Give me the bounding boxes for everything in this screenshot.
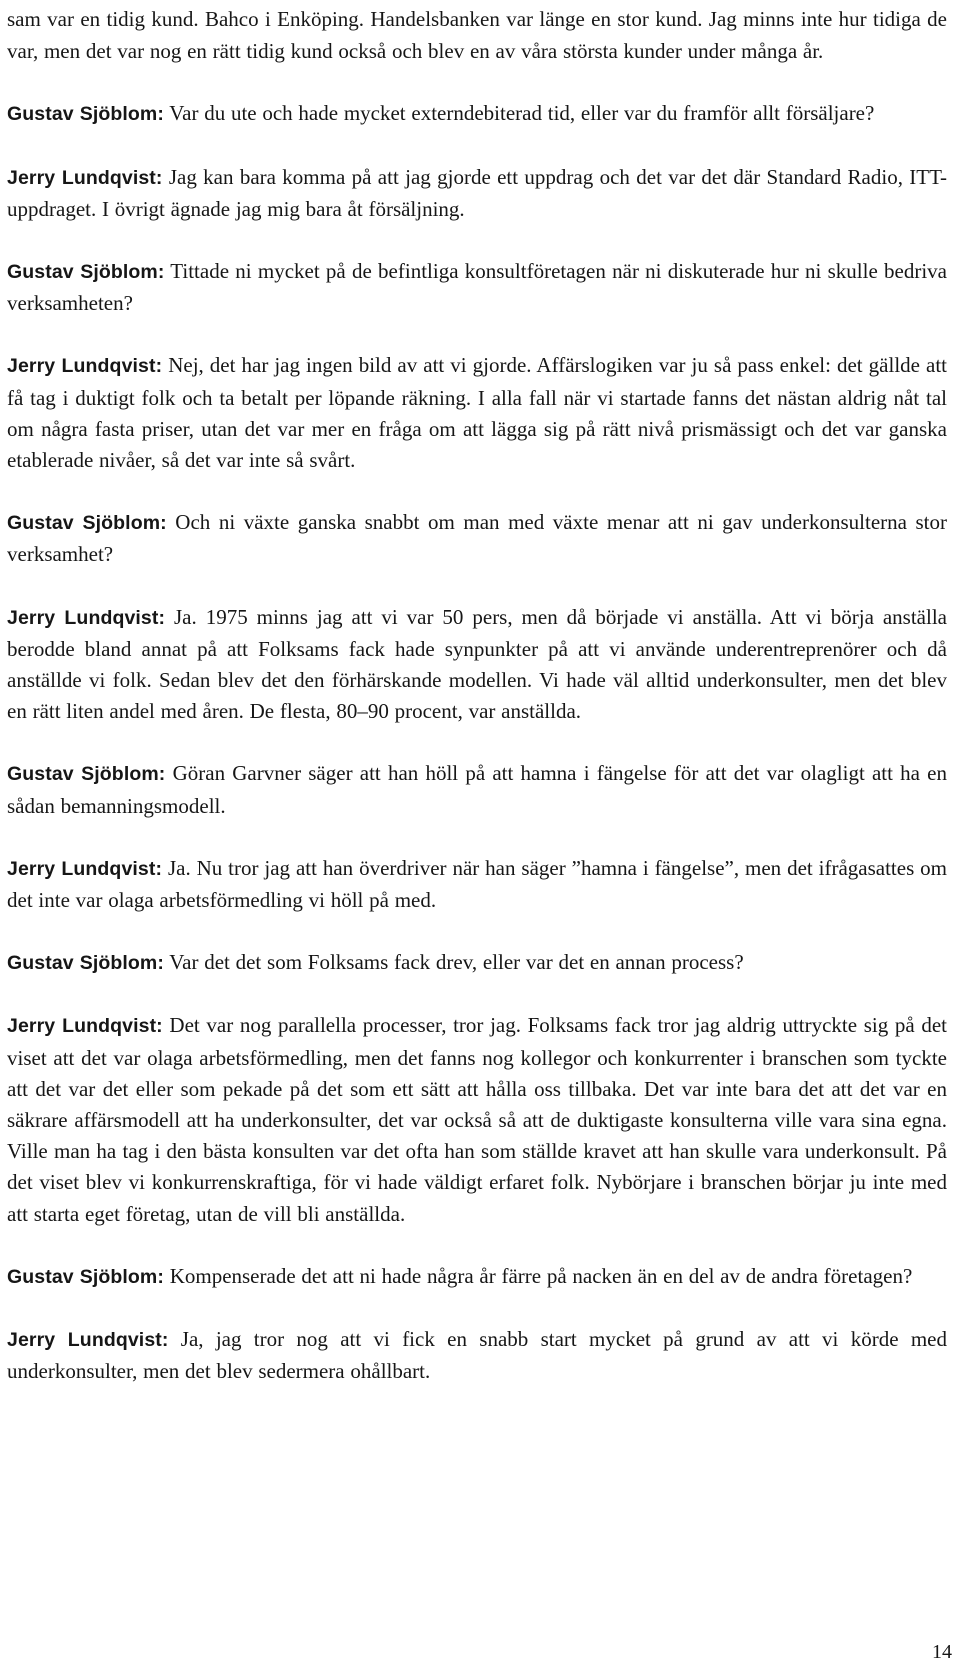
paragraph-7	[7, 602, 947, 728]
paragraph-text: Göran Garvner säger att han höll på att hamna i fängelse för att det var olagligt att ha en sådan bemanningsmodell.	[7, 761, 947, 818]
paragraph-6	[7, 507, 947, 570]
page-number: 14	[932, 1641, 952, 1663]
paragraph-text: Och ni växte ganska snabbt om man med växte menar att ni gav underkonsulterna stor verksamhet?	[7, 510, 948, 567]
paragraph-9	[7, 853, 947, 916]
speaker-name: Jerry Lundqvist:	[7, 606, 166, 629]
paragraph-text: Var det det som Folksams fack drev, eller var det en annan process?	[163, 950, 744, 975]
paragraph-5	[7, 350, 947, 476]
paragraph-text: Kompenserade det att ni hade några år färre på nacken än en del av de andra företagen?	[163, 1263, 913, 1288]
paragraph-text: Ja. Nu tror jag att han överdriver när han säger ”hamna i fängelse”, men det ifrågasattes om det inte var olaga arbetsförmedling vi höll på med.	[7, 855, 947, 913]
paragraph-1	[7, 4, 947, 67]
paragraph-text: Tittade ni mycket på de befintliga konsultföretagen när ni diskuterade hur ni skulle bedriva verksamheten?	[7, 259, 947, 316]
speaker-name: Jerry Lundqvist:	[7, 857, 163, 880]
paragraph-text: Nej, det har jag ingen bild av att vi gjorde. Affärslogiken var ju så pass enkel: det gällde att få tag i duktigt folk och ta betalt per löpande räkning. I alla fall när vi startade fanns det nästan aldrig nåt tal om några fasta priser, utan det var mer en fråga om att lägga sig på rätt nivå prismässigt och det var ganska etablerade nivåer, så det var inte så svårt.	[7, 353, 947, 473]
paragraph-13	[7, 1324, 947, 1387]
interview-transcript	[7, 4, 947, 1419]
paragraph-text: Ja, jag tror nog att vi fick en snabb start mycket på grund av att vi körde med underkonsulter, men det blev sedermera ohållbart.	[7, 1327, 947, 1384]
paragraph-text: Jag kan bara komma på att jag gjorde ett uppdrag och det var det där Standard Radio, ITT-uppdraget. I övrigt ägnade jag mig bara åt försäljning.	[7, 164, 948, 221]
speaker-name: Gustav Sjöblom:	[7, 763, 166, 786]
paragraph-text: Var du ute och hade mycket externdebiterad tid, eller var du framför allt försäljare?	[163, 101, 875, 126]
speaker-name: Jerry Lundqvist:	[7, 1015, 163, 1038]
paragraph-2	[7, 98, 947, 130]
speaker-name: Jerry Lundqvist:	[7, 355, 163, 378]
paragraph-text: sam var en tidig kund. Bahco i Enköping. Handelsbanken var länge en stor kund. Jag minns inte hur tidiga de var, men det var nog en rätt tidig kund också och blev en av våra största kunder under många år.	[7, 7, 947, 64]
paragraph-10	[7, 947, 947, 979]
paragraph-12	[7, 1261, 947, 1293]
speaker-name: Gustav Sjöblom:	[7, 103, 164, 126]
paragraph-4	[7, 256, 947, 319]
speaker-name: Jerry Lundqvist:	[7, 166, 163, 189]
paragraph-3	[7, 162, 947, 225]
speaker-name: Jerry Lundqvist:	[7, 1329, 169, 1352]
speaker-name: Gustav Sjöblom:	[7, 512, 167, 535]
speaker-name: Gustav Sjöblom:	[7, 1265, 164, 1288]
speaker-name: Gustav Sjöblom:	[7, 952, 164, 975]
speaker-name: Gustav Sjöblom:	[7, 261, 165, 284]
paragraph-8	[7, 758, 947, 821]
paragraph-11	[7, 1010, 947, 1229]
paragraph-text: Det var nog parallella processer, tror jag. Folksams fack tror jag aldrig uttryckte sig på det viset att det var olaga arbetsförmedling, men det fanns nog kollegor och konkurrenter i branschen som tyckte att det var det eller som pekade på det som ett sätt att hålla oss tillbaka. Det var inte bara det att det var en säkrare affärsmodell att ha underkonsulter, det var också så att de duktigaste konsulterna ville vara sina egna. Ville man ha tag i den bästa konsulten var det ofta han som ställde kravet att han skulle vara underkonsult. På det viset blev vi konkurrenskraftiga, för vi hade väldigt erfaret folk. Nybörjare i branschen börjar ju inte med att starta eget företag, utan de vill bli anställda.	[7, 1013, 947, 1226]
paragraph-text: Ja. 1975 minns jag att vi var 50 pers, men då började vi anställa. Att vi börja anställa berodde bland annat på att Folksams fack hade synpunkter på att vi använde underentreprenörer och då anställde vi folk. Sedan blev det den förhärskande modellen. Vi hade väl alltid underkonsulter, men det blev en rätt liten andel med åren. De flesta, 80–90 procent, var anställda.	[7, 604, 947, 724]
